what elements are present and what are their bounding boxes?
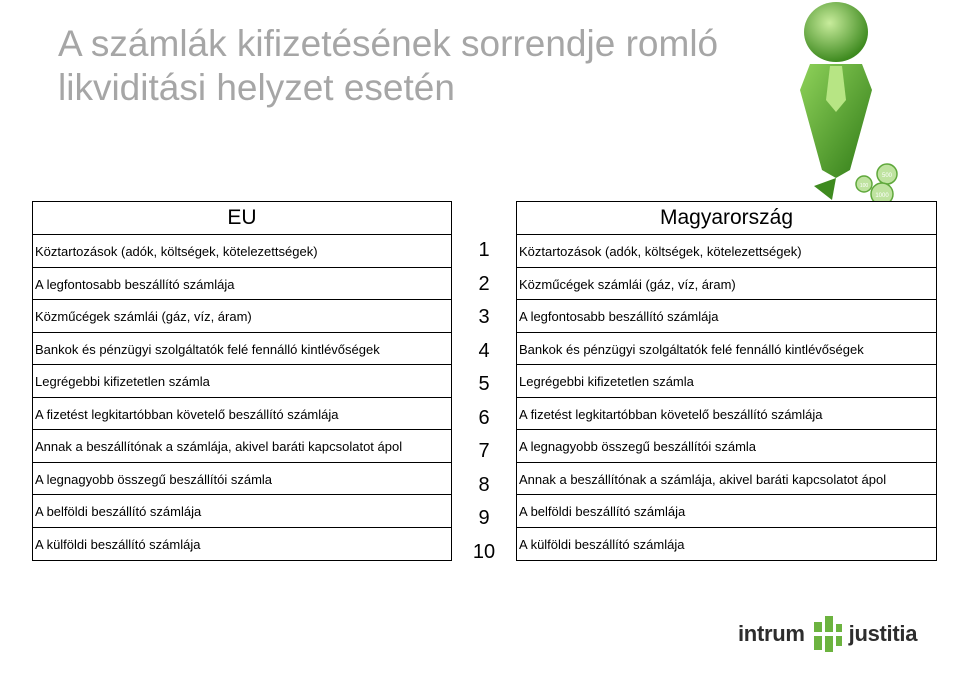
rank-number: 5 — [478, 373, 490, 395]
eu-row: Köztartozások (adók, költségek, kötelezettségek) — [33, 235, 451, 268]
person-arrow-illustration — [790, 0, 960, 205]
hungary-row: Legrégebbi kifizetetlen számla — [517, 365, 936, 398]
hungary-header: Magyarország — [517, 202, 936, 235]
logo-mark-icon — [809, 614, 845, 654]
rank-number: 1 — [478, 239, 490, 261]
rank-number: 6 — [478, 406, 490, 429]
eu-row: A fizetést legkitartóbban követelő beszállító számlája — [33, 398, 451, 431]
eu-row: A külföldi beszállító számlája — [35, 536, 201, 552]
rank-number: 8 — [478, 473, 490, 496]
svg-text:500: 500 — [881, 173, 893, 179]
hungary-table — [516, 201, 937, 561]
hungary-row: Bankok és pénzügyi szolgáltatók felé fennálló kintlévőségek — [517, 333, 936, 366]
eu-row: Legrégebbi kifizetetlen számla — [33, 365, 451, 398]
eu-row: A belföldi beszállító számlája — [33, 495, 451, 528]
rank-number: 7 — [478, 440, 490, 462]
intrum-justitia-logo — [738, 612, 938, 656]
eu-table — [32, 201, 452, 561]
hungary-row: A legfontosabb beszállító számlája — [517, 300, 936, 333]
rank-number: 9 — [478, 507, 490, 529]
title-line-1: A számlák kifizetésének sorrendje romló — [58, 23, 719, 64]
hungary-row: Annak a beszállítónak a számlája, akivel baráti kapcsolatot ápol — [517, 463, 936, 496]
logo-word-right: justitia — [848, 621, 918, 646]
title-line-2: likviditási helyzet esetén — [58, 67, 455, 108]
eu-row: Bankok és pénzügyi szolgáltatók felé fennálló kintlévőségek — [33, 333, 451, 366]
eu-row: A legfontosabb beszállító számlája — [33, 268, 451, 301]
rank-number: 4 — [478, 339, 490, 362]
rank-column — [452, 234, 516, 569]
rank-number: 2 — [478, 272, 490, 295]
hungary-row: Köztartozások (adók, költségek, kötelezettségek) — [517, 235, 936, 268]
logo-word-left: intrum — [738, 621, 805, 646]
svg-text:100: 100 — [859, 183, 869, 189]
rank-number: 10 — [472, 540, 496, 563]
hungary-row: A legnagyobb összegű beszállítói számla — [517, 430, 936, 463]
eu-row: A legnagyobb összegű beszállítói számla — [33, 463, 451, 496]
rank-number: 3 — [478, 306, 490, 328]
hungary-row: Közműcégek számlái (gáz, víz, áram) — [517, 268, 936, 301]
eu-row: Közműcégek számlái (gáz, víz, áram) — [33, 300, 451, 333]
hungary-row: A fizetést legkitartóbban követelő beszállító számlája — [517, 398, 936, 431]
page-title — [58, 22, 818, 110]
hungary-row: A belföldi beszállító számlája — [517, 495, 936, 528]
eu-header: EU — [33, 202, 451, 235]
hungary-row: A külföldi beszállító számlája — [519, 536, 685, 552]
coin-icon — [856, 164, 897, 205]
eu-row: Annak a beszállítónak a számlája, akivel baráti kapcsolatot ápol — [33, 430, 451, 463]
svg-text:1000: 1000 — [875, 193, 889, 199]
